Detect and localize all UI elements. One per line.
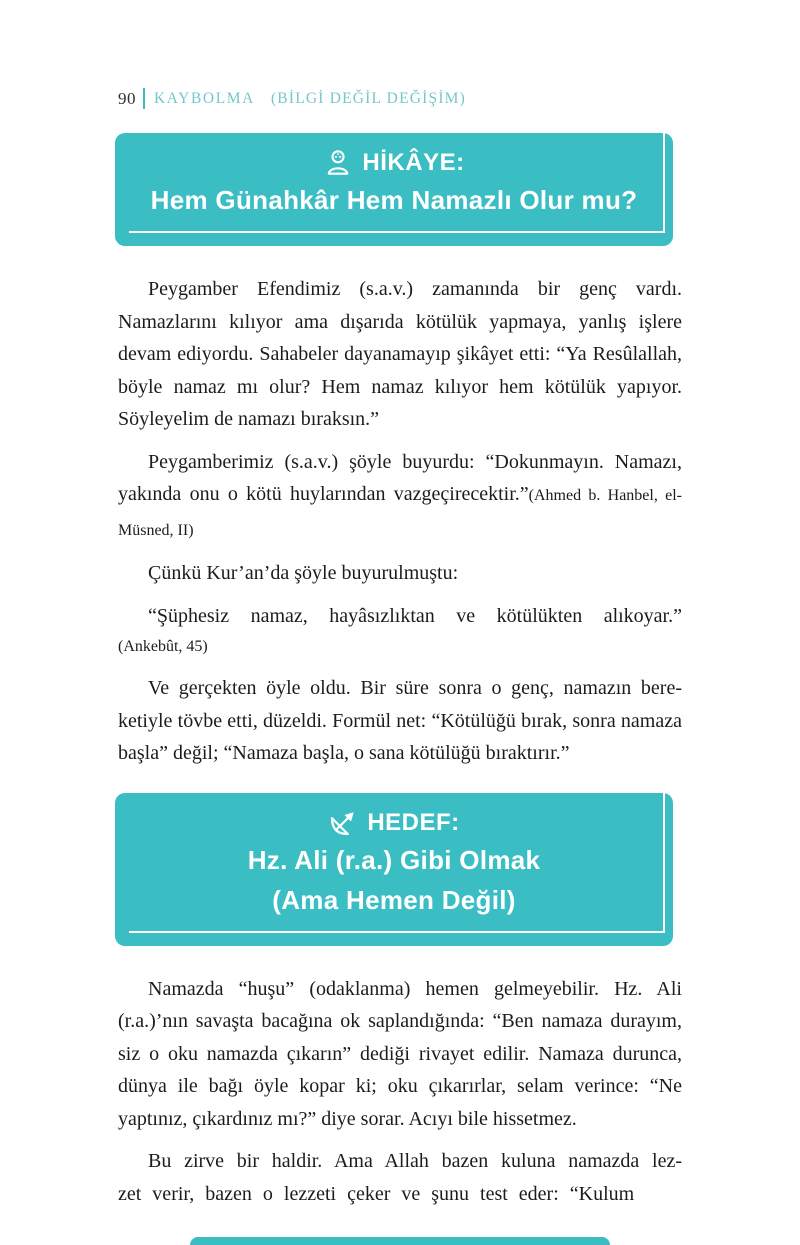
story-box-label: HİKÂYE:	[362, 149, 465, 176]
next-section-box-top-edge	[190, 1237, 610, 1245]
page-number: 90	[118, 88, 136, 108]
story-callout-box	[115, 133, 673, 246]
goal-callout-box	[115, 793, 673, 946]
paragraph	[118, 446, 682, 548]
running-subtitle: (BİLGİ DEĞİL DEĞİŞİM)	[270, 89, 467, 107]
story-box-title: Hem Günahkâr Hem Namazlı Olur mu?	[150, 185, 638, 215]
story-box-heading	[137, 146, 651, 180]
paragraph: Ve gerçekten öyle oldu. Bir süre sonra o genç, namazın bereketiyle tövbe etti, düzeldi. Formül net: “Kötülüğü bırak, sonra namaza başla” değil; “Namaza başla, o sana kötülüğü bıraktırır.”	[118, 677, 682, 764]
hadith-citation: (Ahmed b. Hanbel, el-Müsned, II)	[118, 487, 682, 539]
person-bust-icon	[323, 148, 353, 178]
goal-box-label: HEDEF:	[367, 808, 460, 836]
quran-quote: “Şüphesiz namaz, hayâsızlıktan ve kötülükten alıkoyar.”	[148, 604, 682, 627]
body-text	[118, 973, 682, 1211]
goal-box-title-line1: Hz. Ali (r.a.) Gibi Olmak	[247, 844, 541, 875]
goal-box-heading	[137, 806, 651, 840]
bow-arrow-icon	[328, 808, 358, 838]
body-text	[118, 273, 682, 770]
book-page	[118, 88, 682, 1220]
paragraph: Bu zirve bir haldir. Ama Allah bazen kuluna namazda lezzet verir, bazen o lezzeti çeker ve şunu test eder: “Kulum	[118, 1150, 682, 1205]
running-title: KAYBOLMA	[154, 89, 255, 107]
paragraph-text: Peygamberimiz (s.a.v.) şöyle buyurdu: “Dokunmayın. Namazı, yakında onu o kötü huylarından vazgeçirecektir.”	[118, 450, 682, 505]
running-header	[118, 88, 682, 109]
goal-box-title-line2: (Ama Hemen Değil)	[272, 884, 516, 915]
paragraph: Namazda “huşu” (odaklanma) hemen gelmeyebilir. Hz. Ali (r.a.)’nın savaşta bacağına ok saplandığında: “Ben namaza durayım, siz o oku namazda çıkarın” dediği rivayet edilir. Namaza durunca, dünya ile bağı öyle kopar ki; oku çıkarırlar, selam verince: “Ne yaptınız, çıkardınız mı?” diye sorar. Acıyı bile hissetmez.	[118, 977, 682, 1130]
quran-citation: (Ankebût, 45)	[118, 638, 208, 655]
paragraph: Çünkü Kur’an’da şöyle buyurulmuştu:	[148, 562, 459, 584]
paragraph: Peygamber Efendimiz (s.a.v.) zamanında bir genç vardı. Namazlarını kılıyor ama dışarıda kötülük yapmaya, yanlış işlere devam ediyordu. Sahabeler dayanamayıp şikâyet etti: “Ya Resûlallah, böyle namaz mı olur? Hem namaz kılıyor hem kötülük yapıyor. Söyleyelim de namazı bıraksın.”	[118, 278, 682, 430]
header-divider	[143, 88, 145, 109]
